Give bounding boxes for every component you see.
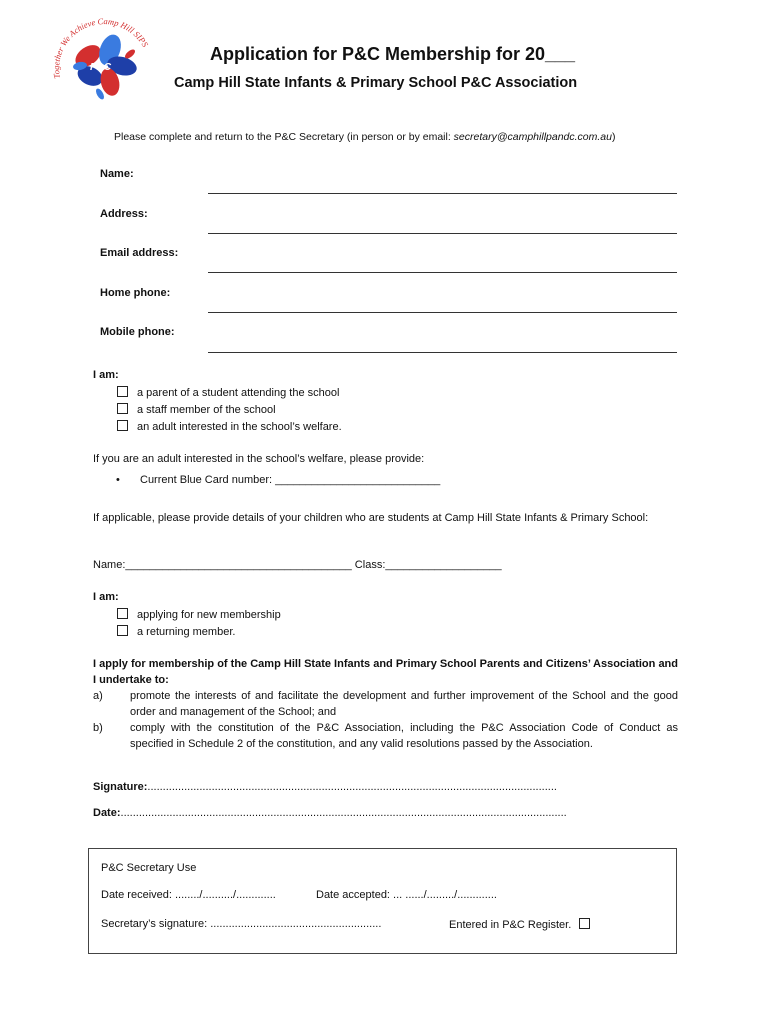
logo-ring-text: Together We Achieve Camp Hill SIPS <box>51 16 151 80</box>
children-intro: If applicable, please provide details of your children who are students at Camp Hill State Infants & Primary School: <box>93 512 649 524</box>
checkbox[interactable] <box>117 403 128 414</box>
checkbox[interactable] <box>579 918 590 929</box>
address-field-line[interactable] <box>208 233 677 234</box>
name-field-line[interactable] <box>208 193 677 194</box>
date-field[interactable]: Date:.................................................................................................................................................. <box>93 807 567 819</box>
child-name-class-field[interactable]: Name:_____________________________________ Class:___________________ <box>93 559 502 571</box>
secretary-use-heading: P&C Secretary Use <box>101 862 197 874</box>
secretary-signature-field[interactable]: Secretary’s signature: ........................................................ <box>101 918 382 930</box>
home-phone-label: Home phone: <box>100 287 171 299</box>
blue-card-number-field[interactable]: Current Blue Card number: ___________________________ <box>140 474 441 486</box>
school-logo <box>50 16 158 104</box>
checkbox[interactable] <box>117 625 128 636</box>
home-phone-field-line[interactable] <box>208 312 677 313</box>
membership-option-new[interactable]: applying for new membership <box>117 608 281 621</box>
entered-in-register[interactable]: Entered in P&C Register. <box>449 918 590 931</box>
checkbox[interactable] <box>117 420 128 431</box>
blue-card-intro: If you are an adult interested in the school’s welfare, please provide: <box>93 453 425 465</box>
page-title: Application for P&C Membership for 20___ <box>210 44 576 64</box>
checkbox[interactable] <box>117 608 128 619</box>
logo-badge: P&C <box>90 62 112 73</box>
mobile-phone-label: Mobile phone: <box>100 326 175 338</box>
date-received-field[interactable]: Date received: ......../........../............. <box>101 889 276 901</box>
declaration-item-b: b) comply with the constitution of the P&C Association, including the P&C Association Code of Conduct as specified in Schedule 2 of the constitution, and any valid resolutions passed by the Association. <box>93 722 678 750</box>
role-heading: I am: <box>93 369 119 381</box>
hands-logo-icon <box>50 16 158 104</box>
secretary-use-box <box>88 848 677 954</box>
membership-heading: I am: <box>93 591 119 603</box>
blue-card-bullet-icon: • <box>116 474 120 486</box>
mobile-phone-field-line[interactable] <box>208 352 677 353</box>
membership-option-returning[interactable]: a returning member. <box>117 625 235 638</box>
role-option-parent[interactable]: a parent of a student attending the school <box>117 386 339 399</box>
secretary-email[interactable]: secretary@camphillpandc.com.au <box>453 131 612 143</box>
instructions: Please complete and return to the P&C Secretary (in person or by email: secretary@camphillpandc.com.au) <box>114 131 616 143</box>
declaration-intro: I apply for membership of the Camp Hill State Infants and Primary School Parents and Citizens’ Association and I undertake to: <box>93 658 678 686</box>
signature-field[interactable]: Signature:...................................................................................................................................... <box>93 781 557 793</box>
declaration-item-a: a) promote the interests of and facilitate the development and further improvement of the School and the good order and management of the School; and <box>93 690 678 718</box>
role-option-staff[interactable]: a staff member of the school <box>117 403 276 416</box>
checkbox[interactable] <box>117 386 128 397</box>
role-option-adult[interactable]: an adult interested in the school’s welfare. <box>117 420 342 433</box>
date-accepted-field[interactable]: Date accepted: ... ....../........./............. <box>316 889 497 901</box>
address-label: Address: <box>100 208 148 220</box>
email-label: Email address: <box>100 247 179 259</box>
name-label: Name: <box>100 168 134 180</box>
page-subtitle: Camp Hill State Infants & Primary School P&C Association <box>174 75 578 91</box>
email-field-line[interactable] <box>208 272 677 273</box>
